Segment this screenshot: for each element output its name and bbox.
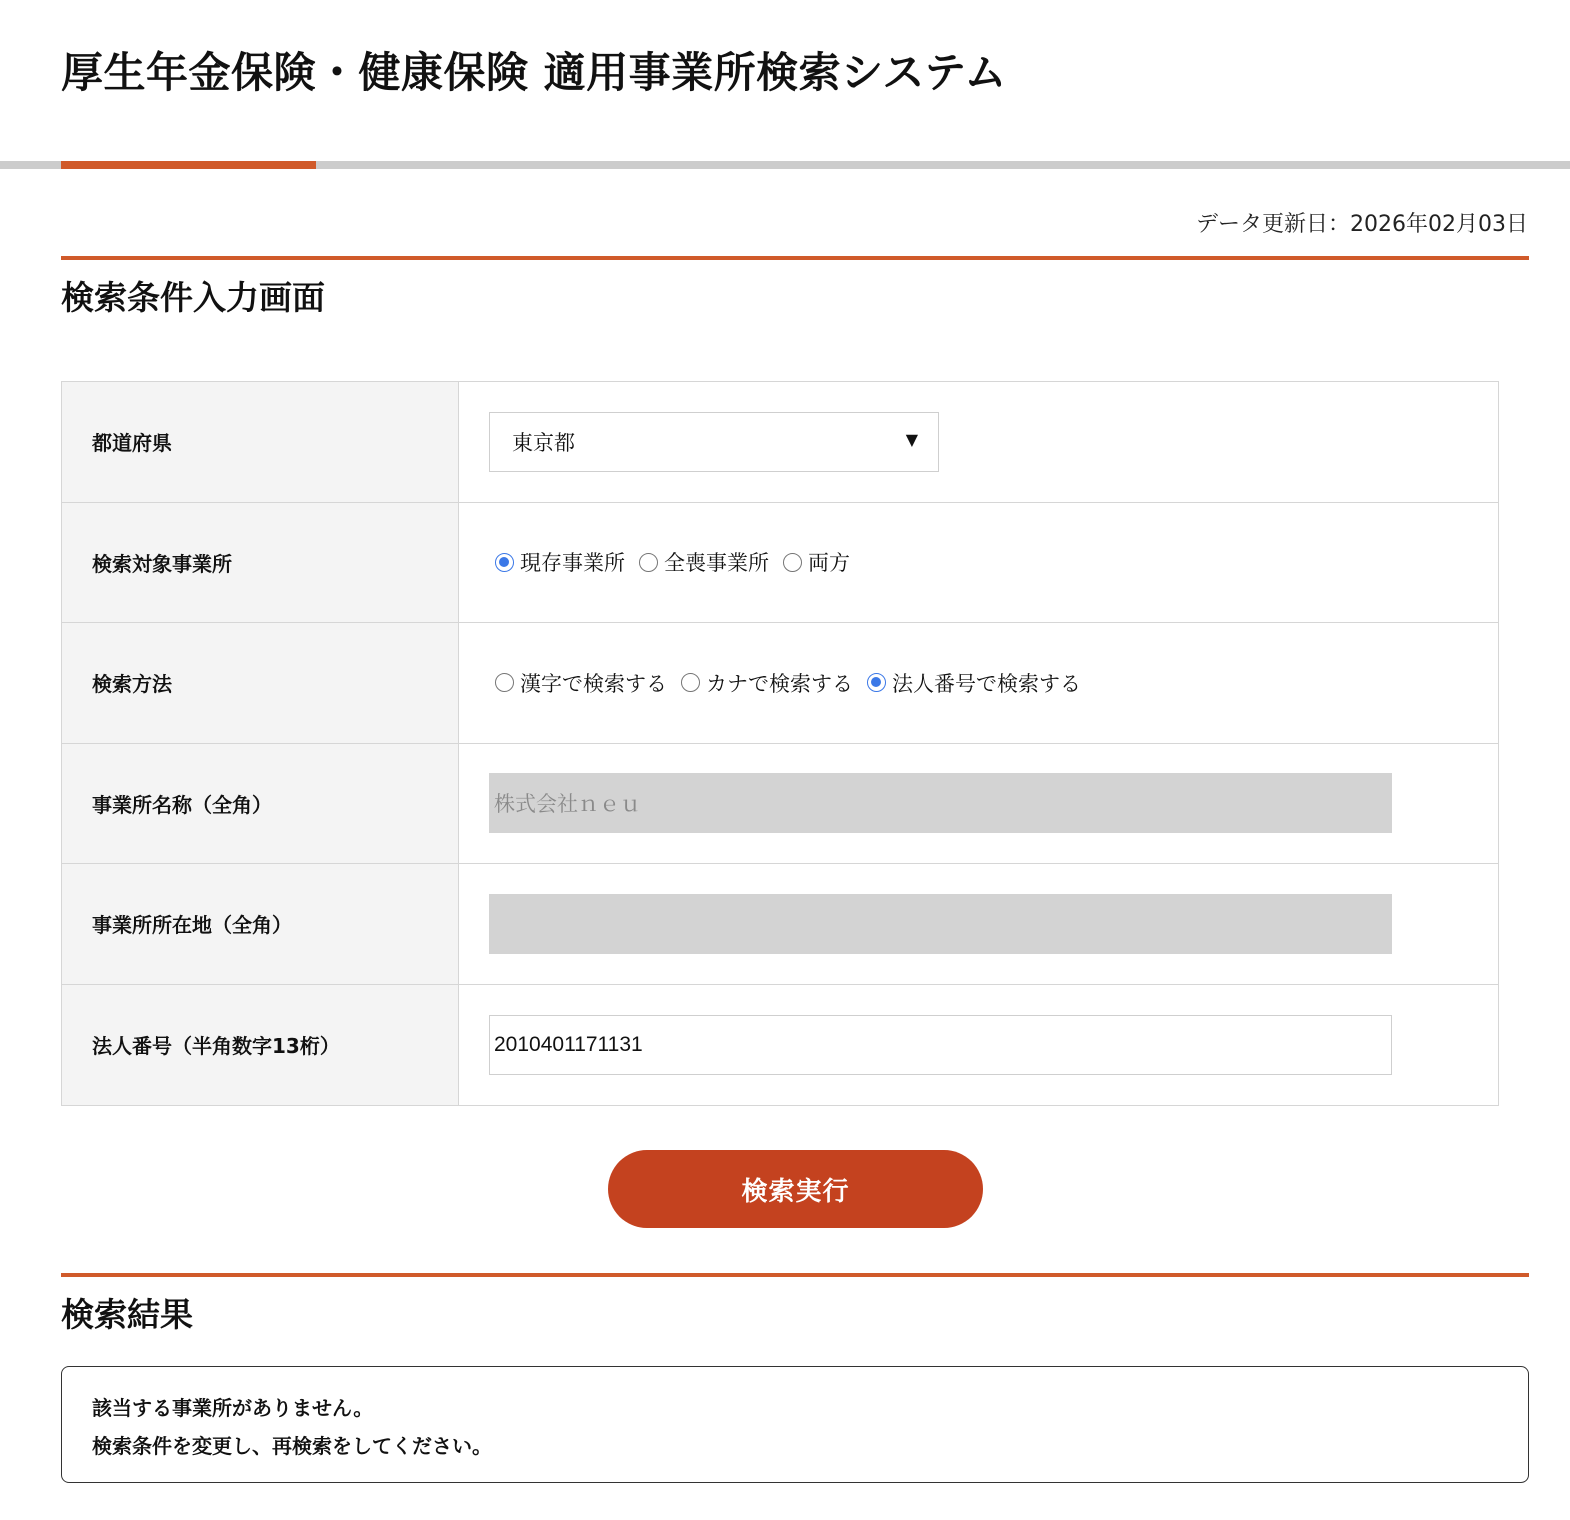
results-message-box <box>61 1366 1529 1483</box>
office-address-input[interactable] <box>489 894 1392 954</box>
target-radio-closed[interactable] <box>639 547 769 577</box>
target-radio-group <box>495 547 864 577</box>
title-divider-accent <box>61 161 316 169</box>
radio-label: 現存事業所 <box>520 551 625 576</box>
radio-button-icon[interactable] <box>495 553 514 572</box>
prefecture-selected-value: 東京都 <box>512 430 575 455</box>
search-section-heading: 検索条件入力画面 <box>61 278 325 317</box>
radio-button-icon[interactable] <box>639 553 658 572</box>
retry-instruction-message: 検索条件を変更し、再検索をしてください。 <box>92 1434 492 1458</box>
radio-label: 法人番号で検索する <box>892 671 1081 696</box>
results-section-heading: 検索結果 <box>61 1295 193 1334</box>
target-radio-both[interactable] <box>783 547 850 577</box>
data-update-date: データ更新日：2026年02月03日 <box>1196 212 1528 237</box>
form-row-corporate-number <box>62 985 1498 1106</box>
form-row-target <box>62 503 1498 624</box>
search-section-divider <box>61 256 1529 260</box>
method-radio-corporate-number[interactable] <box>867 668 1081 698</box>
radio-label: 漢字で検索する <box>520 671 667 696</box>
radio-button-icon[interactable] <box>867 673 886 692</box>
no-results-message: 該当する事業所がありません。 <box>92 1396 374 1420</box>
method-radio-kanji[interactable] <box>495 668 667 698</box>
radio-label: 両方 <box>808 551 850 576</box>
form-row-office-address <box>62 864 1498 985</box>
form-row-method <box>62 623 1498 744</box>
search-form-table <box>61 381 1499 1106</box>
radio-label: 全喪事業所 <box>664 551 769 576</box>
search-execute-button[interactable]: 検索実行 <box>608 1150 983 1228</box>
form-row-office-name <box>62 744 1498 865</box>
radio-button-icon[interactable] <box>495 673 514 692</box>
target-label: 検索対象事業所 <box>62 503 459 623</box>
method-label: 検索方法 <box>62 623 459 743</box>
prefecture-select[interactable] <box>489 412 939 472</box>
target-radio-existing[interactable] <box>495 547 625 577</box>
method-radio-group <box>495 668 1095 698</box>
corporate-number-input[interactable]: 2010401171131 <box>489 1015 1392 1075</box>
dropdown-arrow-icon: ▼ <box>905 430 918 450</box>
form-row-prefecture <box>62 382 1498 503</box>
site-title: 厚生年金保険・健康保険 適用事業所検索システム <box>61 48 1007 97</box>
prefecture-label: 都道府県 <box>62 382 459 502</box>
office-address-label: 事業所所在地（全角） <box>62 864 459 984</box>
office-name-input[interactable]: 株式会社ｎｅｕ <box>489 773 1392 833</box>
results-section-divider <box>61 1273 1529 1277</box>
radio-label: カナで検索する <box>706 671 853 696</box>
corporate-number-label: 法人番号（半角数字13桁） <box>62 985 459 1106</box>
radio-button-icon[interactable] <box>681 673 700 692</box>
office-name-label: 事業所名称（全角） <box>62 744 459 864</box>
radio-button-icon[interactable] <box>783 553 802 572</box>
method-radio-kana[interactable] <box>681 668 853 698</box>
